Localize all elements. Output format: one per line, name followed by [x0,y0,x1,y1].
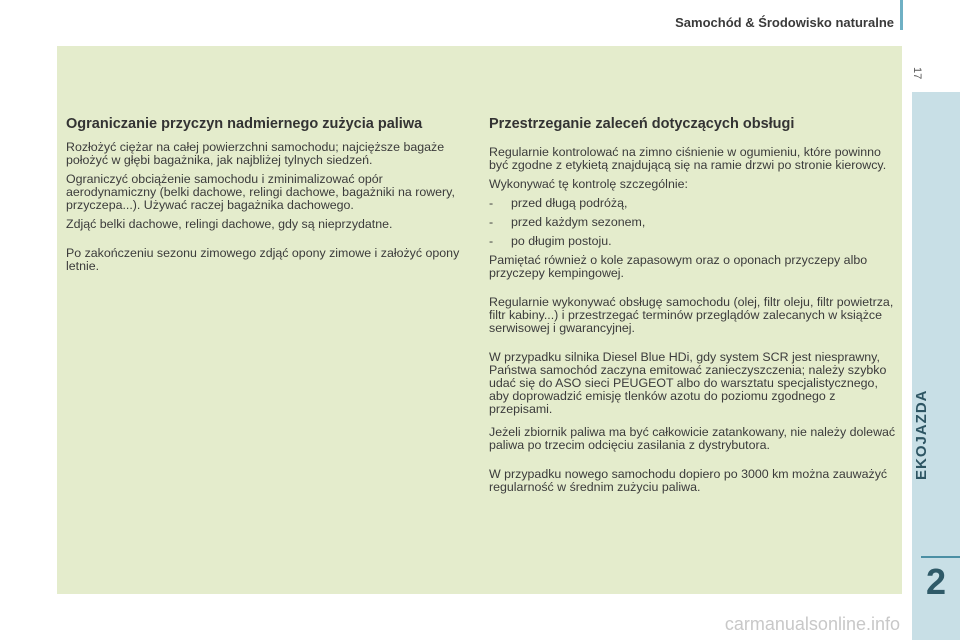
new-car-paragraph: W przypadku nowego samochodu dopiero po 3000 km można zauważyć regularność w średnim zużyciu paliwa. [489,467,888,494]
list-item-text: po długim postoju. [511,234,612,248]
scr-paragraph: W przypadku silnika Diesel Blue HDi, gdy system SCR jest niesprawny, Państwa samochód zaczyna emitować zanieczyszczenia; należy szybko udać się do ASO sieci PEUGEOT albo do warsztatu specjalistycznego, aby doprowadzić emisję tlenków azotu do poziomu zgodnego z przepisami. [489,350,887,416]
list-item [489,216,899,229]
tyre-pressure-paragraph: Regularnie kontrolować na zimno ciśnienie w ogumieniu, które powinno być zgodne z etykietą znajdującą się na ramie drzwi po stronie kierowcy. [489,145,887,172]
bullet-dash: - [489,234,494,248]
check-lead-paragraph: Wykonywać tę kontrolę szczególnie: [489,177,688,191]
list-item [489,197,899,210]
bullet-dash: - [489,215,494,229]
chapter-tab[interactable] [913,389,957,496]
watermark: carmanualsonline.info [724,614,900,634]
header-divider [900,0,903,30]
left-paragraph-2: Ograniczyć obciążenie samochodu i zminimalizować opór aerodynamiczny (belki dachowe, relingi dachowe, bagażniki na rowery, przyczepa...). Używać raczej bagażnika dachowego. [66,172,455,212]
left-column [66,116,476,279]
page-number: 17 [911,67,923,80]
fuel-paragraph: Jeżeli zbiornik paliwa ma być całkowicie zatankowany, nie należy dolewać paliwa po trzecim odcięciu zasilania z dystrybutora. [489,425,896,452]
bullet-dash: - [489,196,494,210]
left-paragraph-3: Zdjąć belki dachowe, relingi dachowe, gdy są nieprzydatne. [66,217,393,231]
spare-wheel-paragraph: Pamiętać również o kole zapasowym oraz o oponach przyczepy albo przyczepy kempingowej. [489,253,868,280]
list-item-text: przed długą podróżą, [511,196,628,210]
left-paragraph-4: Po zakończeniu sezonu zimowego zdjąć opony zimowe i założyć opony letnie. [66,246,460,273]
section-label: EKOJAZDA [913,389,930,480]
left-heading: Ograniczanie przyczyn nadmiernego zużycia paliwa [66,116,423,132]
left-paragraph-1: Rozłożyć ciężar na całej powierzchni samochodu; najcięższe bagaże położyć w głębi bagażnika, jak najbliżej tylnych siedzeń. [66,140,445,167]
chapter-divider [921,556,960,558]
chapter-number: 2 [925,561,947,602]
right-column [489,116,899,500]
page-header-title: Samochód & Środowisko naturalne [675,15,894,30]
list-item [489,235,899,248]
list-item-text: przed każdym sezonem, [511,215,646,229]
service-paragraph: Regularnie wykonywać obsługę samochodu (olej, filtr oleju, filtr powietrza, filtr kabiny...) i przestrzegać terminów przeglądów zalecanych w książce serwisowej i gwarancyjnej. [489,295,894,335]
right-heading: Przestrzeganie zaleceń dotyczących obsługi [489,116,795,132]
